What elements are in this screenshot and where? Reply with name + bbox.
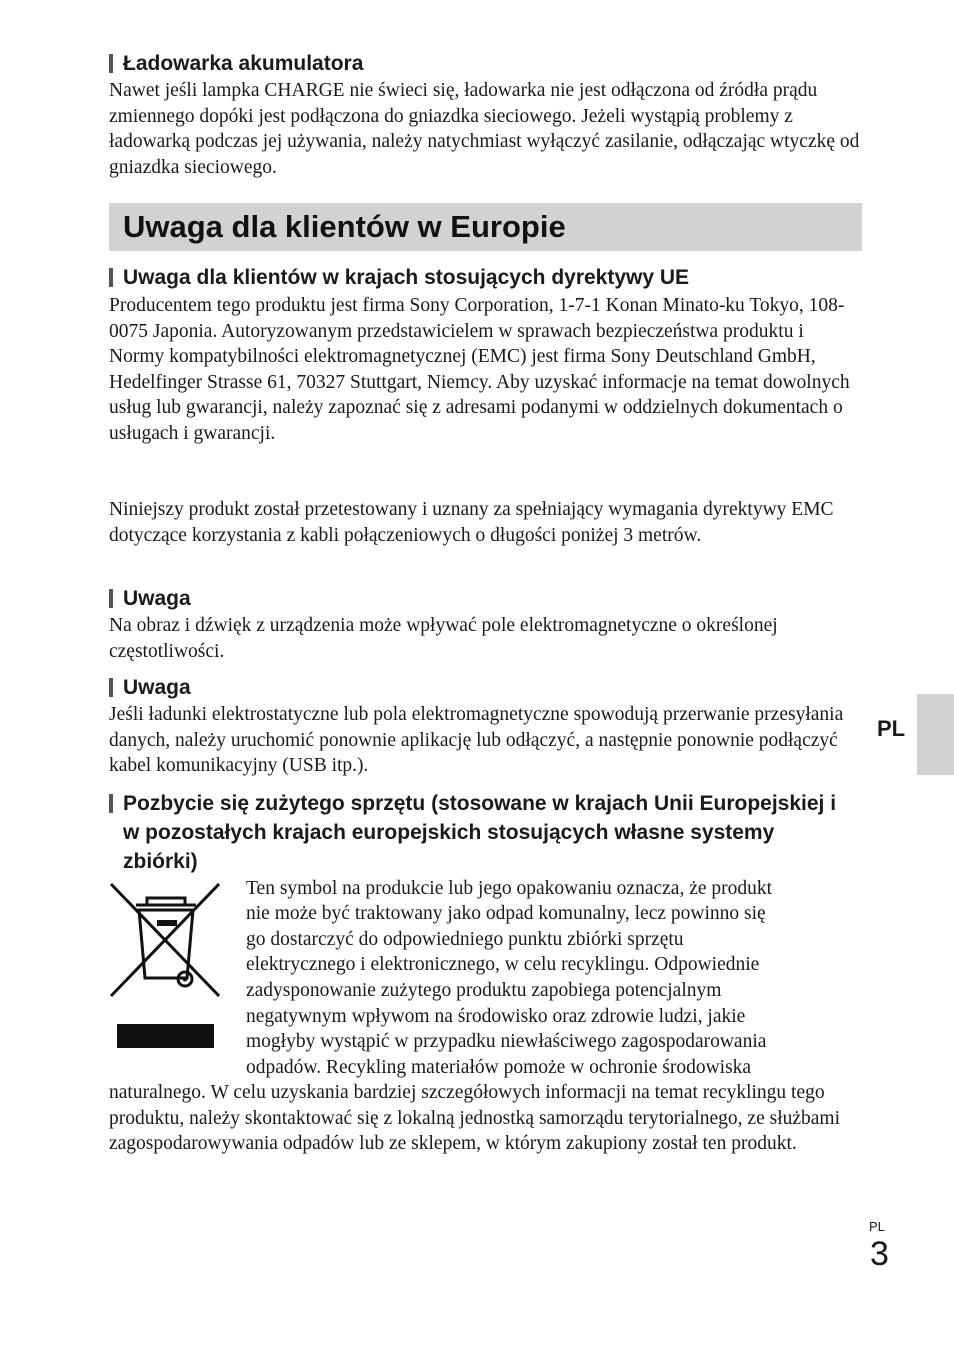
eu-heading: Uwaga dla klientów w krajach stosujących dyrektywy UE (109, 263, 689, 292)
section-title: Uwaga dla klientów w Europie (123, 209, 566, 244)
crossed-bin-icon (109, 880, 223, 1002)
notice2-body: Jeśli ładunki elektrostatyczne lub pola elektromagnetyczne spowodują przerwanie przesyłania danych, należy uruchomić ponownie aplikację lub odłączyć, a następnie ponownie podłączyć kabel komunikacyjny (USB itp.). (109, 704, 844, 777)
disposal-line: negatywnym wpływom na środowisko oraz zdrowie ludzi, jakie (246, 1006, 746, 1027)
page-number: 3 (870, 1235, 889, 1273)
page-lang: PL (869, 1219, 885, 1234)
charger-heading: Ładowarka akumulatora (109, 49, 363, 78)
marking-bar (117, 1024, 214, 1048)
notice1-body: Na obraz i dźwięk z urządzenia może wpływać pole elektromagnetyczne o określonej częstotliwości. (109, 615, 778, 662)
charger-body: Nawet jeśli lampka CHARGE nie świeci się, ładowarka nie jest odłączona od źródła prądu zmiennego dopóki jest podłączona do gniazdka sieciowego. Jeżeli wystąpią problemy z ładowarką podczas jej używania, należy natychmiast wyłączyć zasilanie, odłączając wtyczkę od gniazdka sieciowego. (109, 80, 860, 178)
notice1-heading: Uwaga (109, 584, 191, 613)
disposal-heading: Pozbycie się zużytego sprzętu (stosowane w krajach Unii Europejskiej i w pozostałych krajach europejskich stosujących własne systemy zbiórki) (109, 789, 853, 876)
disposal-line: mogłyby wystąpić w przypadku niewłaściwego zagospodarowania (246, 1031, 767, 1052)
notice2-heading: Uwaga (109, 673, 191, 702)
disposal-line: odpadów. Recykling materiałów pomoże w ochronie środowiska (246, 1057, 752, 1078)
disposal-line: Ten symbol na produkcie lub jego opakowaniu oznacza, że produkt (246, 878, 773, 899)
section-band (109, 203, 862, 251)
disposal-line: go dostarczyć do odpowiedniego punktu zbiórki sprzętu (246, 929, 684, 950)
side-tab-label: PL (877, 716, 906, 741)
eu-paragraph-1: Producentem tego produktu jest firma Sony Corporation, 1-7-1 Konan Minato-ku Tokyo, 108-0075 Japonia. Autoryzowanym przedstawicielem w sprawach bezpieczeństwa produktu i Normy kompatybilności elektromagnetycznej (EMC) jest firma Sony Deutschland GmbH, Hedelfinger Strasse 61, 70327 Stuttgart, Niemcy. Aby uzyskać informacje na temat dowolnych usług lub gwarancji, należy zapoznać się z adresami podanymi w oddzielnych dokumentach o usługach i gwarancji. (109, 295, 850, 444)
disposal-line: nie może być traktowany jako odpad komunalny, lecz powinno się (246, 903, 766, 924)
eu-paragraph-2: Niniejszy produkt został przetestowany i uznany za spełniający wymagania dyrektywy EMC dotyczące korzystania z kabli połączeniowych o długości poniżej 3 metrów. (109, 499, 834, 546)
side-tab (917, 694, 954, 775)
disposal-tail: naturalnego. W celu uzyskania bardziej szczegółowych informacji na temat recyklingu tego produktu, należy skontaktować się z lokalną jednostką samorządu terytorialnego, ze służbami zagospodarowywania odpadów lub ze sklepem, w którym zakupiony został ten produkt. (109, 1082, 841, 1155)
disposal-line: elektrycznego i elektronicznego, w celu recyklingu. Odpowiednie (246, 954, 760, 975)
disposal-line: zadysponowanie zużytego produktu zapobiega potencjalnym (246, 980, 722, 1001)
